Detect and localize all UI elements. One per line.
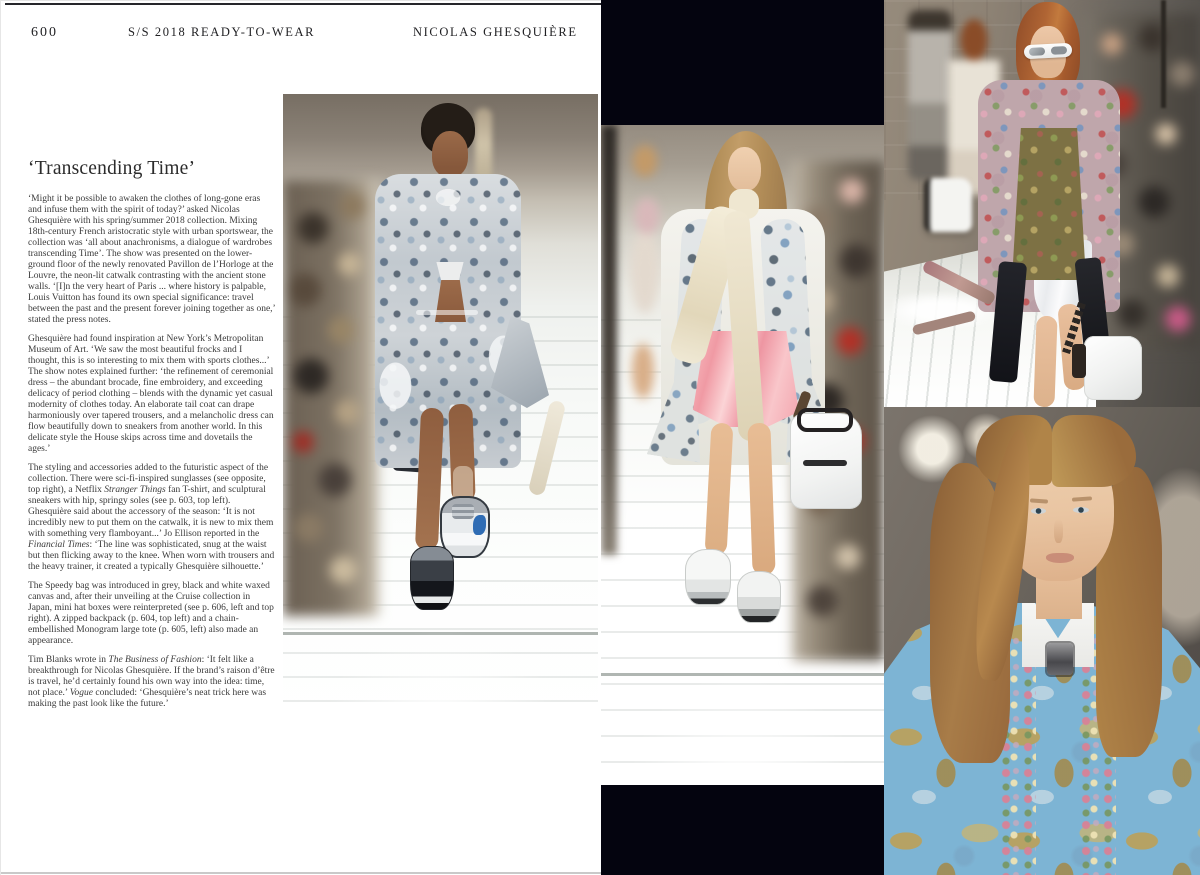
photo-sunglasses-hatbox: [884, 0, 1200, 407]
white-speedy-bag: [790, 413, 862, 509]
article-title: ‘Transcending Time’: [28, 158, 196, 179]
photo-closeup-blue-brocade: [884, 407, 1200, 875]
black-panel-top: [601, 0, 884, 125]
model-nose: [1054, 519, 1063, 543]
model-leg: [1033, 316, 1057, 407]
sci-fi-sunglasses: [1024, 43, 1073, 59]
coat-center-panel: [1012, 128, 1086, 280]
model-face: [432, 131, 468, 177]
header-season: S/S 2018 READY-TO-WEAR: [128, 25, 316, 39]
runway-glow: [323, 630, 558, 720]
model-neck: [1036, 575, 1082, 619]
model-eye: [1073, 507, 1089, 513]
header-designer: NICOLAS GHESQUIÈRE: [413, 25, 578, 39]
article-paragraph: The Speedy bag was introduced in grey, black and white waxed canvas and, after their unveiling at the Cruise collection in Japan, mini hat boxes were reinterpreted (see p. 606, left and top right). A zipped backpack (p. 604, top left) and a chain-embellished Monogram large tote (p. 605, left) also made an appearance.: [28, 581, 274, 646]
sneaker: [737, 571, 781, 623]
black-panel-bottom: [601, 785, 884, 875]
page-edge: [0, 0, 601, 1]
page-edge: [0, 0, 1, 875]
white-hatbox-bag-blurred: [924, 178, 972, 232]
background-figure: [908, 10, 952, 180]
audience-left: [601, 125, 617, 555]
scaffold-pole: [1161, 0, 1166, 108]
article-column: [28, 158, 275, 718]
article-paragraph: Tim Blanks wrote in The Business of Fashion: ‘It felt like a breakthrough for Nicolas Ghesquière. If the brand’s raison d’être is travel, he’d certainly found his own way into the idea: time, not place.’ Vogue concluded: ‘Ghesquière’s neat trick here was making the past look like the future.’: [28, 655, 275, 709]
runway-glow: [631, 675, 854, 785]
model-face: [728, 147, 761, 191]
page-number: 600: [31, 25, 58, 40]
article-paragraph: Ghesquière had found inspiration at New York’s Metropolitan Museum of Art. ‘We saw the most beautiful frocks and I thought, this is so interesting to mix them with sports clothes...’ The show notes explained further: ‘the refinement of ceremonial dress – the abundant brocade, fine embroidery, and exceeding delicacy of period clothing – blends with the dynamic yet casual modernity of clothes today. An elaborate tail coat can drape harmoniously over tapered trousers, and a melancholic dress can flow beautifully down to sneakers from another world. In this delicate style the House skips across time and dovetails the ages.’: [28, 334, 274, 454]
photo-runway-pink-shorts: [601, 125, 884, 785]
model-lips: [1046, 553, 1074, 563]
model-eye: [1031, 508, 1046, 514]
photo-runway-blue-shorts: [283, 94, 598, 720]
article-paragraph: The styling and accessories added to the futuristic aspect of the collection. There were sci-fi-inspired sunglasses (see opposite, top right), a Netflix Stranger Things fan T-shirt, and sculptural sneakers with hip, springy soles (see p. 603, top left). Ghesquière said about the accessory of the season: ‘It is not incredibly new to put them on the catwalk, it is new to mix them with something very flamboyant...’ Jo Ellison reported in the Financial Times: ‘The line was sophisticated, snug at the waist but then flicking away to the knee. When worn with trousers and the heavy trainer, it created a typically Ghesquière silhouette.’: [28, 463, 275, 572]
sneaker: [410, 546, 454, 610]
sneaker: [685, 549, 731, 605]
page-edge: [0, 872, 601, 874]
article-paragraph: ‘Might it be possible to awaken the clothes of long-gone eras and infuse them with the spirit of today?’ asked Nicolas Ghesquière with his spring/summer 2018 collection. Mixing 18th-century French aristocratic style with urban sportswear, the collection was ‘all about anachronisms, a dialogue of wardrobes transcending Time’. The show was presented on the lower-ground floor of the newly renovated Pavillon de l’Horloge at the Louvre, the neon-lit catwalk contrasting with the ancient stone walls. ‘[I]n the very heart of Paris ... where history is palpable, Louis Vuitton has found its own special significance: travel between the past and the present forever joining together as one,’ stated the press notes.: [28, 194, 275, 325]
collar-brooch: [1047, 643, 1073, 675]
audience-left: [283, 180, 379, 616]
blue-satin-shorts: [398, 306, 496, 412]
header-rule: [5, 3, 601, 5]
white-hatbox-bag: [1084, 336, 1142, 400]
